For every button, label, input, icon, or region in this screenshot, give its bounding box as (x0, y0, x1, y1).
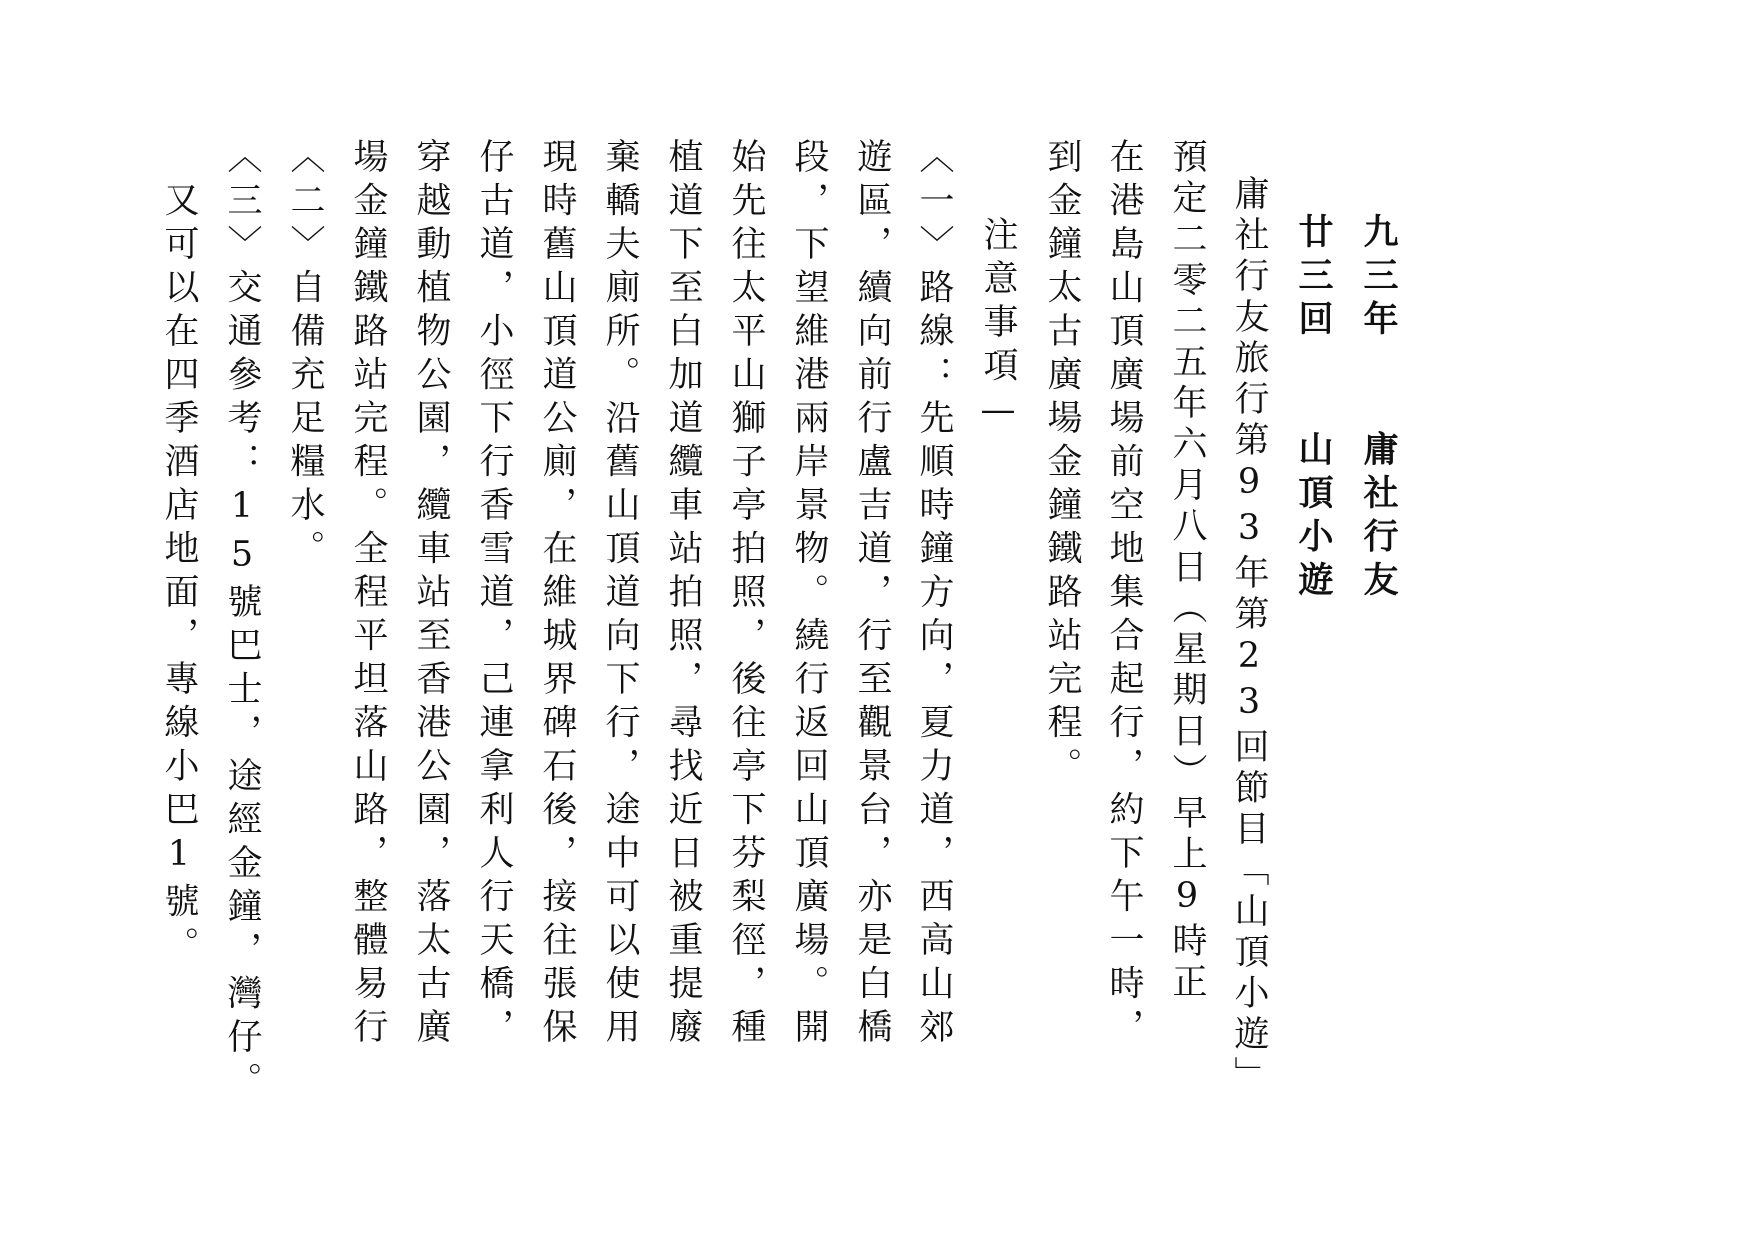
body-line-2: 遊區，續向前行盧吉道，行至觀景台，亦是白橋 (852, 138, 892, 1052)
body-line-6: 棄轎夫廁所。沿舊山頂道向下行，途中可以使用 (600, 138, 640, 1052)
title-line-2: 廿三回 山頂小遊 (1293, 213, 1334, 605)
intro-line-3: 在港島山頂廣場前空地集合起行，約下午一時， (1104, 138, 1144, 1052)
body-line-7: 現時舊山頂道公廁，在維城界碑石後，接往張保 (537, 138, 577, 1052)
body-line-5: 植道下至白加道纜車站拍照，尋找近日被重提廢 (663, 138, 703, 1052)
notes-heading: 注意事項— (978, 216, 1018, 439)
intro-line-4: 到金鐘太古廣場金鐘鐵路站完程。 (1042, 138, 1082, 791)
intro-line-2: 預定二零二五年六月八日（星期日）早上9時正 (1167, 138, 1207, 1004)
body-line-8: 仔古道，小徑下行香雪道，己連拿利人行天橋， (474, 138, 514, 1052)
body-line-1: 〈一〉路線：先順時鐘方向，夏力道，西高山郊 (914, 138, 954, 1052)
body-line-10: 場金鐘鐵路站完程。全程平坦落山路，整體易行 (348, 138, 388, 1052)
intro-line-1: 庸社行友旅行第93年第23回節目「山頂小遊」 (1229, 175, 1269, 1097)
body-line-3: 段，下望維港兩岸景物。繞行返回山頂廣場。開 (789, 138, 829, 1052)
body-line-4: 始先往太平山獅子亭拍照，後往亭下芬梨徑，種 (726, 138, 766, 1052)
body-line-13: 又可以在四季酒店地面，專線小巴1號。 (159, 138, 199, 970)
body-line-12: 〈三〉交通參考：15號巴士，途經金鐘，灣仔。 (222, 138, 262, 1105)
title-line-1: 九三年 庸社行友 (1358, 213, 1399, 605)
body-line-11: 〈二〉自備充足糧水。 (285, 138, 325, 573)
body-line-9: 穿越動植物公園，纜車站至香港公園，落太古廣 (411, 138, 451, 1052)
